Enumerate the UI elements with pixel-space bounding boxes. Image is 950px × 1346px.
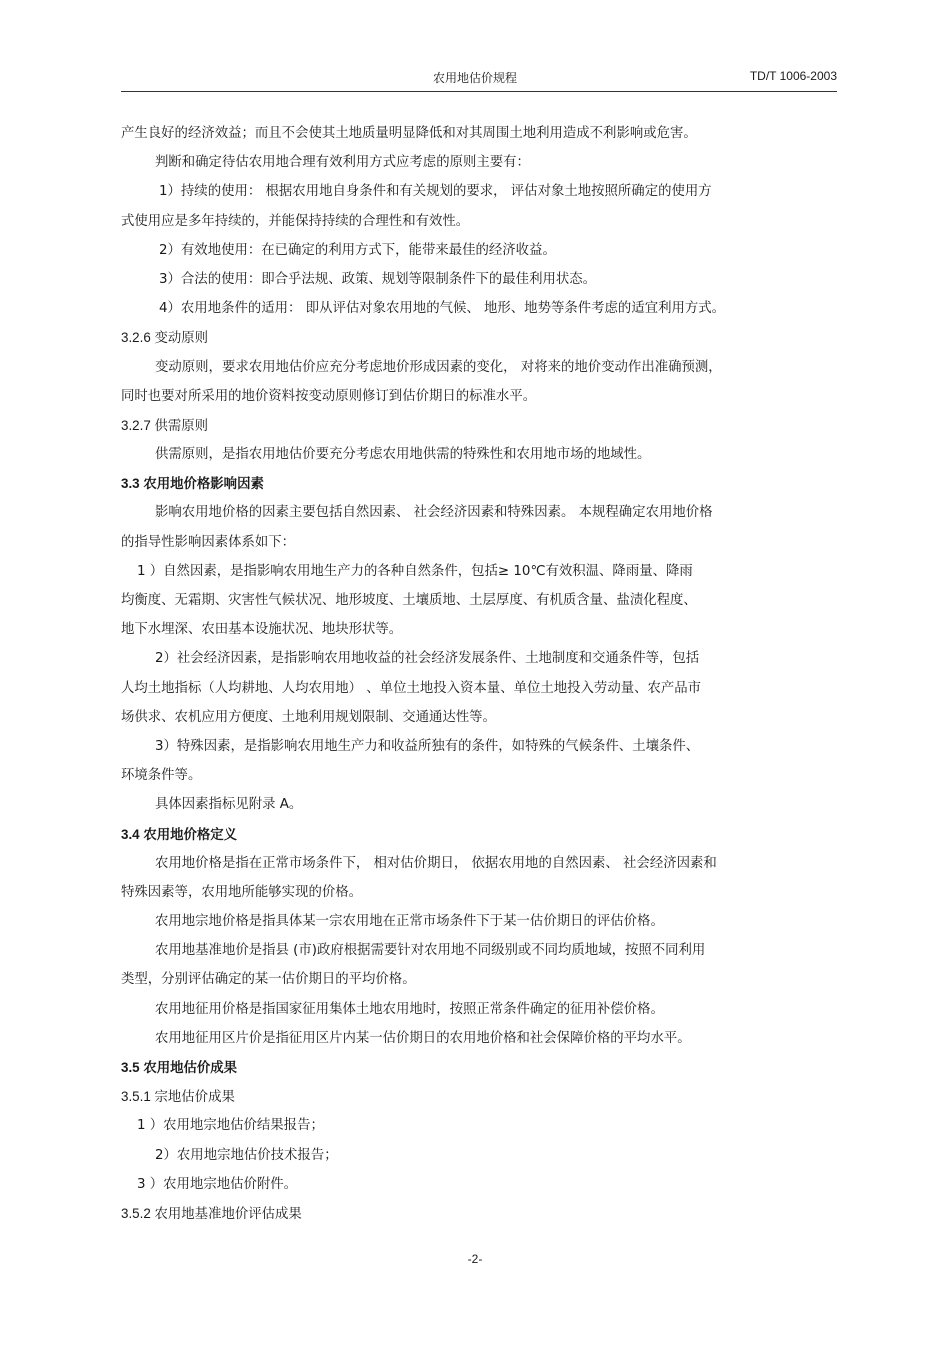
- section-heading-text: 3.3 农用地价格影响因素: [121, 476, 264, 492]
- paragraph-line: 式使用应是多年持续的，并能保持持续的合理性和有效性。: [121, 213, 470, 229]
- list-item-line: 2）有效地使用：在已确定的利用方式下，能带来最佳的经济收益。: [159, 242, 556, 258]
- paragraph-line: 农用地征用价格是指国家征用集体土地农用地时，按照正常条件确定的征用补偿价格。: [155, 1001, 664, 1017]
- section-heading: [121, 1058, 837, 1087]
- list-item-line: 3 ）农用地宗地估价附件。: [137, 1176, 298, 1192]
- paragraph-line: 变动原则，要求农用地估价应充分考虑地价形成因素的变化， 对将来的地价变动作出准确预测，: [155, 359, 722, 375]
- list-item-line: 2）社会经济因素，是指影响农用地收益的社会经济发展条件、土地制度和交通条件等，包括: [155, 651, 700, 667]
- paragraph-line: 场供求、农机应用方便度、土地利用规划限制、交通通达性等。: [121, 709, 496, 725]
- paragraph-line: 影响农用地价格的因素主要包括自然因素、 社会经济因素和特殊因素。 本规程确定农用地价格: [155, 505, 713, 521]
- paragraph-line: 的指导性影响因素体系如下：: [121, 534, 296, 550]
- list-item-line: 2）农用地宗地估价技术报告；: [155, 1147, 338, 1163]
- paragraph-line: 供需原则，是指农用地估价要充分考虑农用地供需的特殊性和农用地市场的地域性。: [155, 447, 651, 463]
- section-heading: [121, 825, 837, 854]
- paragraph-line: 产生良好的经济效益；而且不会使其土地质量明显降低和对其周围土地利用造成不利影响或危害。: [121, 126, 697, 141]
- list-item-line: 1 ）自然因素，是指影响农用地生产力的各种自然条件，包括≥ 10℃有效积温、降雨量、降雨: [137, 563, 693, 579]
- header-standard-code: TD/T 1006-2003: [749, 69, 837, 83]
- paragraph-line: 均衡度、无霜期、灾害性气候状况、地形坡度、土壤质地、土层厚度、有机质含量、盐渍化程度、: [121, 593, 697, 608]
- page-number: -2-: [467, 1252, 483, 1266]
- paragraph-line: 判断和确定待估农用地合理有效利用方式应考虑的原则主要有：: [155, 155, 530, 171]
- section-heading: [121, 474, 837, 503]
- section-heading-text: 3.5 农用地估价成果: [121, 1060, 238, 1075]
- section-heading: 3.2.7 供需原则: [121, 417, 209, 433]
- section-heading: 3.5.1 宗地估价成果: [121, 1089, 235, 1105]
- paragraph-line: 地下水埋深、农田基本设施状况、地块形状等。: [121, 622, 403, 638]
- header-rule: [121, 91, 837, 92]
- paragraph-line: 农用地价格是指在正常市场条件下， 相对估价期日， 依据农用地的自然因素、 社会经济因素和: [155, 855, 717, 871]
- section-heading: 3.2.6 变动原则: [121, 330, 209, 346]
- paragraph-line: 人均土地指标（人均耕地、人均农用地） 、单位土地投入资本量、单位土地投入劳动量、农产品市: [121, 680, 702, 696]
- paragraph-line: 农用地宗地价格是指具体某一宗农用地在正常市场条件下于某一估价期日的评估价格。: [155, 914, 664, 930]
- list-item-line: 4）农用地条件的适用： 即从评估对象农用地的气候、 地形、地势等条件考虑的适宜利用方式。: [159, 301, 726, 317]
- paragraph-line: 类型，分别评估确定的某一估价期日的平均价格。: [121, 972, 416, 988]
- paragraph-line: 农用地基准地价是指县 (市)政府根据需要针对农用地不同级别或不同均质地域，按照不同利用: [155, 943, 706, 959]
- paragraph-line: 特殊因素等，农用地所能够实现的价格。: [121, 884, 363, 900]
- paragraph-line: 农用地征用区片价是指征用区片内某一估价期日的农用地价格和社会保障价格的平均水平。: [155, 1030, 691, 1046]
- paragraph-line: 环境条件等。: [121, 768, 202, 784]
- paragraph-line: 具体因素指标见附录 A。: [155, 797, 303, 813]
- list-item-line: 3）特殊因素，是指影响农用地生产力和收益所独有的条件，如特殊的气候条件、土壤条件、: [155, 738, 700, 754]
- paragraph-line: 同时也要对所采用的地价资料按变动原则修订到估价期日的标准水平。: [121, 388, 537, 404]
- section-heading: 3.5.2 农用地基准地价评估成果: [121, 1205, 302, 1221]
- document-body: [121, 124, 837, 1233]
- section-heading-text: 3.4 农用地价格定义: [121, 826, 238, 842]
- list-item-line: 1 ）农用地宗地估价结果报告；: [137, 1118, 324, 1134]
- list-item-line: 1）持续的使用： 根据农用地自身条件和有关规划的要求， 评估对象土地按照所确定的使用方: [159, 184, 712, 200]
- header-title: 农用地估价规程: [432, 71, 517, 85]
- list-item-line: 3）合法的使用：即合乎法规、政策、规划等限制条件下的最佳利用状态。: [159, 271, 597, 287]
